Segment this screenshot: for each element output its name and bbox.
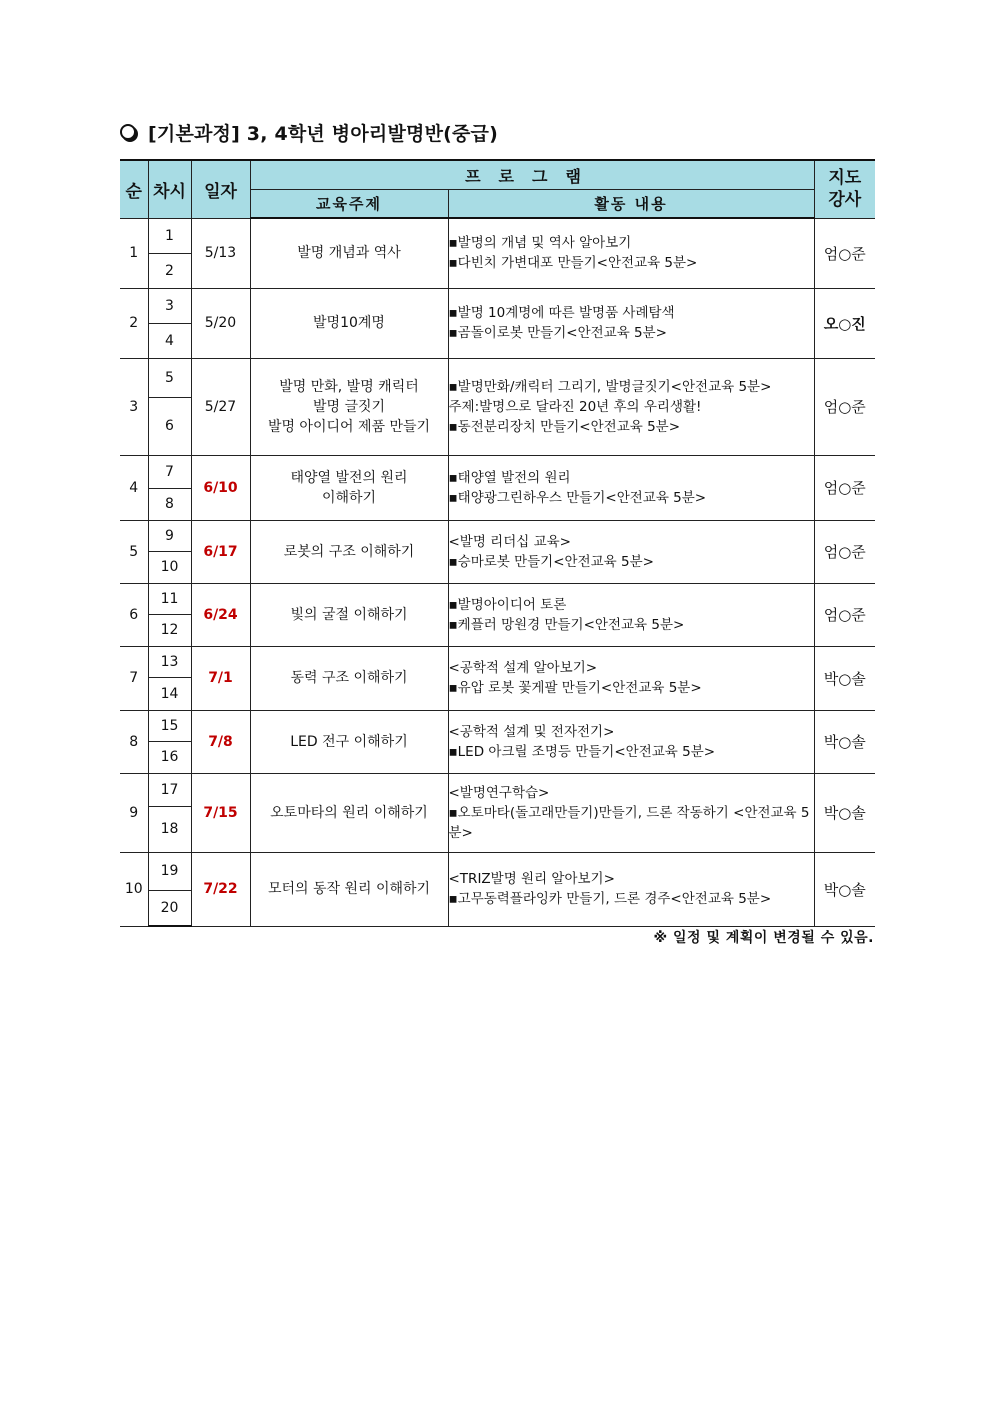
session-date: 6/17 — [191, 520, 250, 583]
session-number: 3 — [148, 288, 191, 323]
education-topic — [250, 583, 448, 646]
table-row — [120, 710, 875, 741]
activity-line: ▪승마로봇 만들기<안전교육 5분> — [448, 553, 654, 570]
activity-content — [448, 358, 814, 455]
session-number: 4 — [148, 323, 191, 358]
session-number: 8 — [148, 488, 191, 520]
activity-line: <TRIZ발명 원리 알아보기> — [448, 871, 615, 887]
row-number: 6 — [120, 583, 148, 646]
activity-content — [448, 455, 814, 520]
session-number: 9 — [148, 520, 191, 551]
education-topic — [250, 852, 448, 926]
activity-line: ▪곰돌이로봇 만들기<안전교육 5분> — [448, 325, 667, 341]
topic-line: 이해하기 — [321, 489, 377, 506]
row-number: 5 — [120, 520, 148, 583]
header-program: 프로그램 — [250, 160, 814, 190]
activity-line: <공학적 설계 알아보기> — [448, 660, 598, 676]
teacher-name: 엄○준 — [814, 520, 875, 583]
topic-line: 빛의 굴절 이해하기 — [290, 606, 408, 623]
page-title — [120, 118, 498, 146]
teacher-name: 엄○준 — [814, 358, 875, 455]
session-number: 13 — [148, 646, 191, 677]
session-number: 1 — [148, 218, 191, 253]
row-number: 8 — [120, 710, 148, 773]
activity-content — [448, 773, 814, 852]
education-topic — [250, 358, 448, 455]
activity-line: <공학적 설계 및 전자전기> — [448, 723, 615, 740]
session-number: 7 — [148, 455, 191, 488]
session-date: 7/22 — [191, 852, 250, 926]
row-number: 7 — [120, 646, 148, 710]
activity-content — [448, 852, 814, 926]
header-teacher: 지도 강사 — [814, 160, 875, 218]
table-row — [120, 773, 875, 806]
activity-line: ▪발명의 개념 및 역사 알아보기 — [448, 235, 632, 252]
teacher-name: 엄○준 — [814, 583, 875, 646]
activity-line: ▪LED 아크릴 조명등 만들기<안전교육 5분> — [448, 743, 716, 760]
education-topic — [250, 455, 448, 520]
session-number: 11 — [148, 583, 191, 614]
session-number: 5 — [148, 358, 191, 397]
teacher-name: 박○솔 — [814, 773, 875, 852]
session-date: 6/24 — [191, 583, 250, 646]
circle-bullet-icon — [120, 124, 136, 140]
session-number: 6 — [148, 397, 191, 455]
session-number: 10 — [148, 551, 191, 583]
session-number: 16 — [148, 741, 191, 773]
table-row — [120, 646, 875, 677]
activity-line: ▪다빈치 가변대포 만들기<안전교육 5분> — [448, 255, 698, 272]
row-number: 10 — [120, 852, 148, 926]
row-number: 2 — [120, 288, 148, 358]
activity-line: ▪발명 10계명에 따른 발명품 사례탐색 — [448, 305, 675, 321]
topic-line: 발명 만화, 발명 캐릭터 — [279, 378, 419, 395]
activity-content — [448, 710, 814, 773]
session-number: 17 — [148, 773, 191, 806]
header-date: 일자 — [191, 160, 250, 218]
schedule-change-note: ※ 일정 및 계획이 변경될 수 있음. — [653, 930, 874, 946]
activity-line: ▪오토마타(돌고래만들기)만들기, 드론 작동하기 <안전교육 5분> — [448, 804, 810, 841]
title-text: [기본과정] 3, 4학년 병아리발명반(중급) — [148, 122, 498, 145]
activity-content — [448, 646, 814, 710]
activity-line: ▪동전분리장치 만들기<안전교육 5분> — [448, 418, 681, 435]
table-row — [120, 520, 875, 551]
topic-line: 동력 구조 이해하기 — [290, 670, 408, 686]
teacher-name: 엄○준 — [814, 455, 875, 520]
session-number: 15 — [148, 710, 191, 741]
topic-line: 오토마타의 원리 이해하기 — [270, 804, 428, 821]
teacher-name: 오○진 — [814, 288, 875, 358]
session-date: 5/13 — [191, 218, 250, 288]
table-row — [120, 218, 875, 253]
topic-line: 발명 글짓기 — [312, 398, 386, 415]
session-date: 5/27 — [191, 358, 250, 455]
session-number: 2 — [148, 253, 191, 288]
teacher-name: 박○솔 — [814, 852, 875, 926]
activity-content — [448, 583, 814, 646]
session-number: 19 — [148, 852, 191, 890]
topic-line: 발명 개념과 역사 — [297, 245, 401, 262]
activity-line: ▪유압 로봇 꽃게팔 만들기<안전교육 5분> — [448, 680, 702, 696]
table-row — [120, 455, 875, 488]
schedule-table — [120, 159, 875, 927]
activity-content — [448, 520, 814, 583]
teacher-name: 박○솔 — [814, 646, 875, 710]
education-topic — [250, 710, 448, 773]
topic-line: LED 전구 이해하기 — [290, 733, 408, 750]
table-row — [120, 583, 875, 614]
row-number: 4 — [120, 455, 148, 520]
activity-line: ▪고무동력플라잉카 만들기, 드론 경주<안전교육 5분> — [448, 891, 772, 907]
education-topic — [250, 288, 448, 358]
topic-line: 태양열 발전의 원리 — [290, 469, 408, 486]
session-date: 6/10 — [191, 455, 250, 520]
activity-line: ▪태양열 발전의 원리 — [448, 469, 571, 486]
header-session: 차시 — [148, 160, 191, 218]
activity-line: 주제:발명으로 달라진 20년 후의 우리생활! — [448, 398, 702, 415]
education-topic — [250, 520, 448, 583]
activity-line: <발명 리더십 교육> — [448, 533, 571, 550]
session-date: 7/8 — [191, 710, 250, 773]
activity-line: ▪태양광그린하우스 만들기<안전교육 5분> — [448, 489, 707, 506]
header-order: 순 — [120, 160, 148, 218]
education-topic — [250, 773, 448, 852]
session-number: 14 — [148, 677, 191, 710]
topic-line: 발명 아이디어 제품 만들기 — [267, 418, 431, 435]
table-row — [120, 288, 875, 323]
session-date: 5/20 — [191, 288, 250, 358]
table-row — [120, 852, 875, 890]
session-date: 7/15 — [191, 773, 250, 852]
session-date: 7/1 — [191, 646, 250, 710]
session-number: 20 — [148, 890, 191, 926]
activity-line: ▪발명만화/캐릭터 그리기, 발명글짓기<안전교육 5분> — [448, 378, 772, 395]
education-topic — [250, 218, 448, 288]
activity-line: ▪발명아이디어 토론 — [448, 596, 567, 613]
table-row — [120, 358, 875, 397]
row-number: 3 — [120, 358, 148, 455]
topic-line: 모터의 동작 원리 이해하기 — [267, 881, 431, 897]
education-topic — [250, 646, 448, 710]
activity-content — [448, 288, 814, 358]
teacher-name: 엄○준 — [814, 218, 875, 288]
activity-content — [448, 218, 814, 288]
row-number: 9 — [120, 773, 148, 852]
topic-line: 발명10계명 — [313, 315, 385, 331]
teacher-name: 박○솔 — [814, 710, 875, 773]
header-activity: 활동 내용 — [448, 190, 814, 219]
topic-line: 로봇의 구조 이해하기 — [283, 543, 415, 560]
activity-line: ▪케플러 망원경 만들기<안전교육 5분> — [448, 616, 685, 633]
session-number: 12 — [148, 614, 191, 646]
header-topic: 교육주제 — [250, 190, 448, 219]
activity-line: <발명연구학습> — [448, 784, 550, 801]
row-number: 1 — [120, 218, 148, 288]
session-number: 18 — [148, 806, 191, 852]
